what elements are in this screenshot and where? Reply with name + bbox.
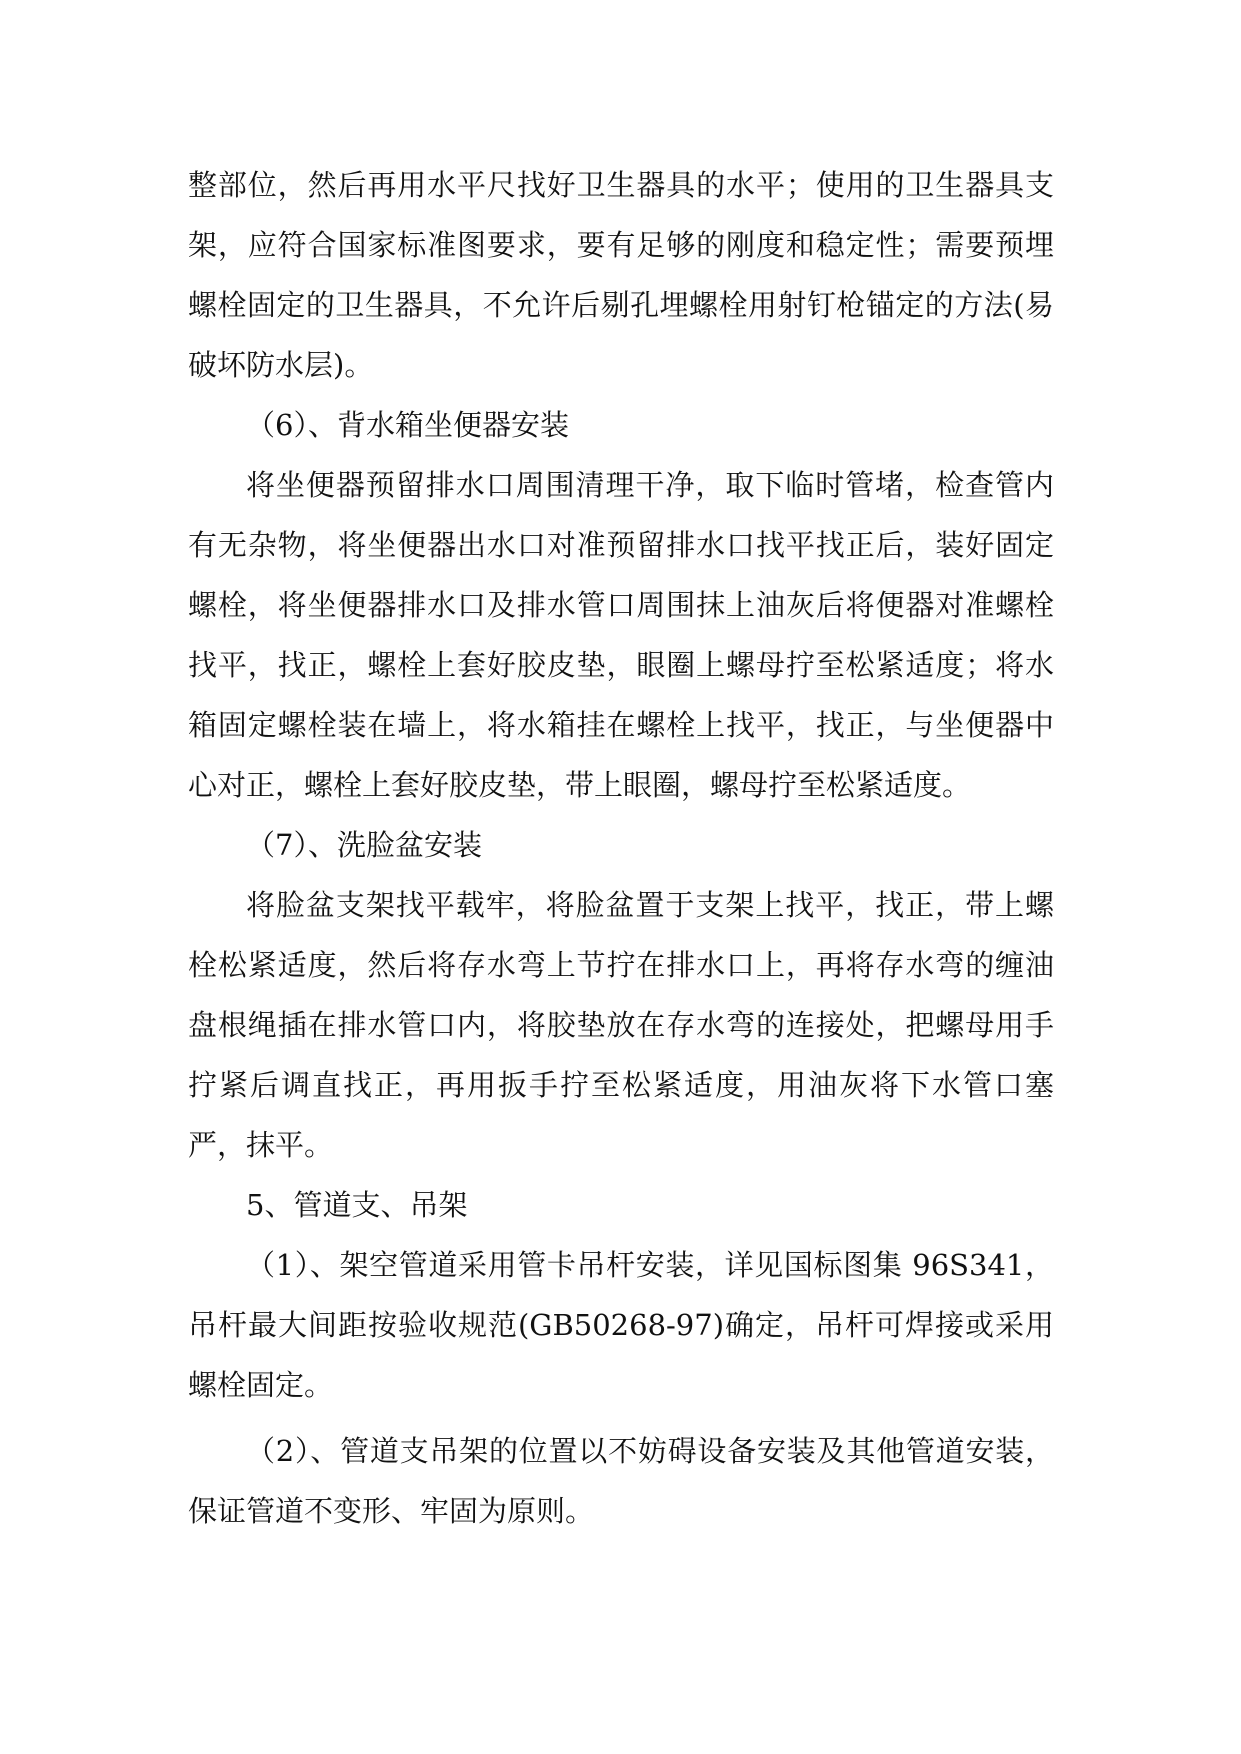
paragraph-pipe-supports-2: （2）、管道支吊架的位置以不妨碍设备安装及其他管道安装，保证管道不变形、牢固为原则。 [188,1434,1054,1528]
heading-washbasin-installation: （7）、洗脸盆安装 [246,828,482,862]
document-body [188,155,1054,1541]
paragraph-continuation: 整部位，然后再用水平尺找好卫生器具的水平；使用的卫生器具支架，应符合国家标准图要求，要有足够的刚度和稳定性；需要预埋螺栓固定的卫生器具，不允许后剔孔埋螺栓用射钉枪锚定的方法(易破坏防水层)。 [188,168,1054,382]
heading-toilet-installation: （6）、背水箱坐便器安装 [246,408,569,442]
paragraph-pipe-supports-1: （1）、架空管道采用管卡吊杆安装，详见国标图集 96S341，吊杆最大间距按验收规范(GB50268-97)确定，吊杆可焊接或采用螺栓固定。 [188,1248,1054,1402]
paragraph-toilet-installation: 将坐便器预留排水口周围清理干净，取下临时管堵，检查管内有无杂物，将坐便器出水口对准预留排水口找平找正后，装好固定螺栓，将坐便器排水口及排水管口周围抹上油灰后将便器对准螺栓找平，找正，螺栓上套好胶皮垫，眼圈上螺母拧至松紧适度；将水箱固定螺栓装在墙上，将水箱挂在螺栓上找平，找正，与坐便器中心对正，螺栓上套好胶皮垫，带上眼圈，螺母拧至松紧适度。 [188,468,1054,802]
paragraph-washbasin-installation: 将脸盆支架找平载牢，将脸盆置于支架上找平，找正，带上螺栓松紧适度，然后将存水弯上节拧在排水口上，再将存水弯的缠油盘根绳插在排水管口内，将胶垫放在存水弯的连接处，把螺母用手拧紧后调直找正，再用扳手拧至松紧适度，用油灰将下水管口塞严，抹平。 [188,888,1054,1162]
heading-pipe-supports: 5、管道支、吊架 [246,1188,468,1222]
